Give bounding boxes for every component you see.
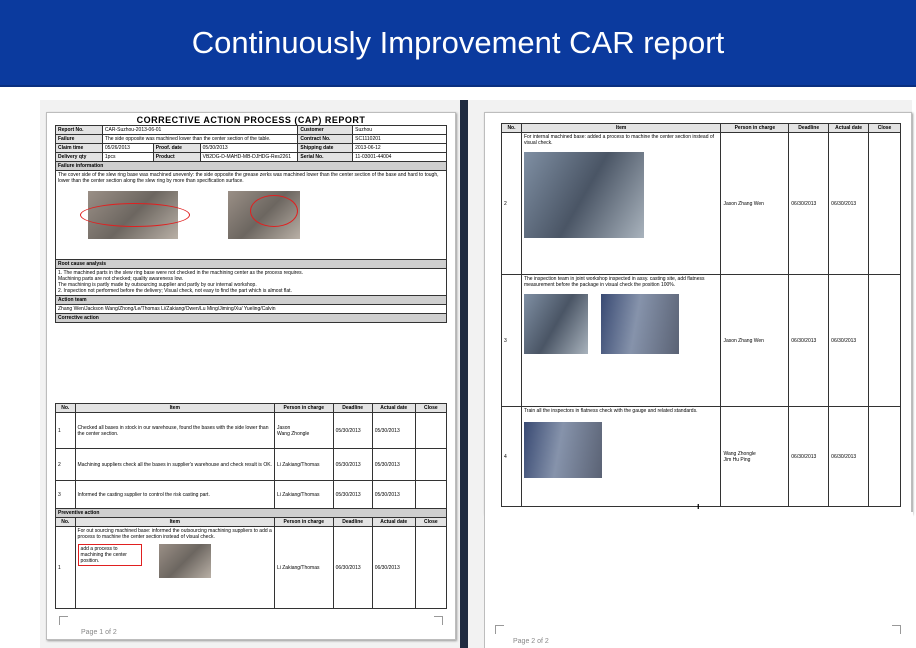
inspection-photo-1: [524, 294, 588, 354]
cell-person: Li Zakiang/Thomas: [274, 481, 333, 509]
col-header: Item: [75, 518, 274, 527]
page-divider: [460, 100, 468, 648]
cell-item: Train all the inspectors in flatness check with the gauge and related standards.: [523, 408, 698, 414]
shipping-label: Shipping date: [298, 144, 353, 153]
report-table: [55, 125, 447, 323]
col-header: Person in charge: [274, 518, 333, 527]
table-row: [56, 481, 447, 509]
table-row: [502, 275, 901, 407]
failure-info-cell: [56, 171, 447, 260]
cell-person: Li Zakiang/Thomas: [274, 449, 333, 481]
report-no-value: CAR-Suzhou-2013-06-01: [102, 126, 297, 135]
col-header: Actual date: [372, 404, 415, 413]
table-row: [56, 135, 447, 144]
table-row: [502, 407, 901, 507]
root-line: The machining is partly made by outsourcing supplier and partly by our internal workshop.: [58, 282, 257, 288]
cell-no: 4: [502, 407, 522, 507]
cell-person: Li Zakiang/Thomas: [274, 527, 333, 609]
continued-actions-table: [501, 123, 901, 507]
report-no-label: Report No.: [56, 126, 103, 135]
machine-photo: [524, 152, 644, 238]
cell-no: 2: [502, 133, 522, 275]
table-row: [56, 527, 447, 609]
table-header-row: [56, 518, 447, 527]
cell-person: Wang Zhongle Jim Hu Ping: [721, 407, 789, 507]
cell-deadline: 06/30/2013: [789, 275, 829, 407]
training-photo: [524, 422, 602, 478]
cell-deadline: 05/30/2013: [333, 449, 372, 481]
preventive-heading: Preventive action: [56, 509, 447, 518]
root-cause-cell: [56, 269, 447, 296]
col-header: Actual date: [372, 518, 415, 527]
cell-close: [869, 275, 901, 407]
failure-value: The side opposite was machined lower than the center section of the table.: [102, 135, 297, 144]
photo-callout: add a process to machining the center position.: [78, 544, 142, 566]
claim-label: Claim time: [56, 144, 103, 153]
report-page-1: [46, 112, 456, 640]
action-team-heading: Action team: [56, 296, 447, 305]
cell-item-with-photo: [521, 275, 721, 407]
col-header: Deadline: [333, 404, 372, 413]
col-header: Person in charge: [274, 404, 333, 413]
col-header: Deadline: [789, 124, 829, 133]
cell-person: Jason Wang Zhongle: [274, 413, 333, 449]
cell-close: [415, 413, 446, 449]
cell-item: Checked all bases in stock in our warehouse, found the bases with the side lower than the center section.: [75, 413, 274, 449]
cell-actual: 06/30/2013: [829, 133, 869, 275]
banner-underline: [0, 85, 916, 87]
cell-item: Machining suppliers check all the bases in supplier's warehouse and check result is OK.: [75, 449, 274, 481]
cell-no: 3: [502, 275, 522, 407]
report-title: CORRECTIVE ACTION PROCESS (CAP) REPORT: [136, 115, 366, 125]
qty-label: Delivery qty: [56, 153, 103, 162]
col-header: Close: [415, 404, 446, 413]
cell-item: Informed the casting supplier to control the risk casting part.: [75, 481, 274, 509]
table-row: [56, 413, 447, 449]
highlight-ellipse: [80, 203, 190, 227]
failure-description: The cover side of the slew ring base was machined unevenly: the side opposite the grease zerks was machined lower than the center section of the base and hard to tough, lower than the center section along the slew ring by more than specification surface.: [58, 172, 439, 184]
page-footer: Page 2 of 2: [513, 638, 549, 645]
failure-section-heading: Failure information: [56, 162, 447, 171]
col-header: No.: [56, 518, 76, 527]
cell-no: 3: [56, 481, 76, 509]
col-header: Close: [869, 124, 901, 133]
cell-person: Jason Zhang Wen: [721, 133, 789, 275]
cell-actual: 06/30/2013: [829, 407, 869, 507]
cell-actual: 06/30/2013: [372, 527, 415, 609]
product-label: Product: [153, 153, 200, 162]
cell-no: 1: [56, 527, 76, 609]
report-page-2: [484, 112, 912, 514]
col-header: Actual date: [829, 124, 869, 133]
table-header-row: [56, 404, 447, 413]
cell-deadline: 06/30/2013: [333, 527, 372, 609]
col-header: Item: [75, 404, 274, 413]
col-header: No.: [56, 404, 76, 413]
table-row: [56, 153, 447, 162]
table-row: [56, 144, 447, 153]
root-cause-heading: Root cause analysis: [56, 260, 447, 269]
proof-value: 05/30/2013: [200, 144, 298, 153]
banner: [0, 0, 916, 85]
corrective-table: [55, 403, 447, 609]
col-header: Deadline: [333, 518, 372, 527]
table-header-row: [502, 124, 901, 133]
cell-item-with-photo: [521, 133, 721, 275]
cell-item: For internal machined base: added a process to machine the center section instead of visual check.: [523, 134, 715, 146]
preventive-photo: [159, 544, 211, 578]
cell-actual: 05/30/2013: [372, 449, 415, 481]
customer-value: Suzhou: [353, 126, 447, 135]
page-corner-mark: [59, 616, 68, 625]
col-header: Item: [521, 124, 721, 133]
banner-title: Continuously Improvement CAR report: [191, 24, 725, 60]
cell-actual: 05/30/2013: [372, 413, 415, 449]
table-row: [56, 449, 447, 481]
page-corner-mark: [892, 625, 901, 634]
page-corner-mark: [495, 625, 504, 634]
cell-close: [415, 527, 446, 609]
product-value: VB2DG-D-MAHD-MB-DJHDG-Res2261: [200, 153, 298, 162]
cell-deadline: 05/30/2013: [333, 481, 372, 509]
customer-label: Customer: [298, 126, 353, 135]
document-viewer[interactable]: [40, 100, 912, 648]
serial-label: Serial No.: [298, 153, 353, 162]
col-header: No.: [502, 124, 522, 133]
col-header: Close: [415, 518, 446, 527]
cell-close: [869, 407, 901, 507]
page-2-lower: [484, 512, 913, 648]
page-footer: Page 1 of 2: [81, 629, 117, 636]
cell-deadline: 05/30/2013: [333, 413, 372, 449]
cell-actual: 05/30/2013: [372, 481, 415, 509]
proof-label: Proof. date: [153, 144, 200, 153]
cell-no: 2: [56, 449, 76, 481]
action-team-names: Zhang Wen/Jackson Wang/Zhong/Le/Thomas Li/Zakiang/Owen/Lu Ming/Jiming/Xu/ Yueling/Calvin: [56, 305, 447, 314]
cell-item-with-photo: [75, 527, 274, 609]
contract-label: Contract No.: [298, 135, 353, 144]
root-line: 1. The machined parts in the slew ring base were not checked in the machining center as the process requires.: [58, 270, 304, 276]
failure-label: Failure: [56, 135, 103, 144]
highlight-ellipse: [250, 195, 298, 227]
cell-deadline: 06/30/2013: [789, 407, 829, 507]
serial-value: 11-03001-44004: [353, 153, 447, 162]
page-corner-mark: [434, 616, 443, 625]
contract-value: SC1110201: [353, 135, 447, 144]
cell-actual: 06/30/2013: [829, 275, 869, 407]
table-row: [502, 133, 901, 275]
root-line: 2. Inspection not performed before the delivery; Visual check, not easy to find the part which is almost flat.: [58, 288, 292, 294]
cell-item: For out sourcing machined base: informed the outsourcing machining suppliers to add a process to machine the center section instead of visual check.: [77, 528, 272, 540]
qty-value: 1pcs: [102, 153, 153, 162]
cell-deadline: 06/30/2013: [789, 133, 829, 275]
cell-close: [415, 449, 446, 481]
claim-value: 05/26/2013: [102, 144, 153, 153]
cell-item-with-photo: [521, 407, 721, 507]
col-header: Person in charge: [721, 124, 789, 133]
inspection-photo-2: [601, 294, 679, 354]
table-row: [56, 126, 447, 135]
corrective-heading: Corrective action: [56, 314, 447, 323]
shipping-value: 2013-06-12: [353, 144, 447, 153]
cell-item: The inspection team in joint workshop inspected in assy. casting site, add flatness measurement before the package in visual check the position 100%.: [523, 276, 705, 288]
root-line: Machining parts are not checked; quality awareness low.: [58, 276, 184, 282]
cell-no: 1: [56, 413, 76, 449]
text-cursor-mark: ı: [697, 501, 700, 511]
cell-close: [415, 481, 446, 509]
cell-close: [869, 133, 901, 275]
cell-person: Jason Zhang Wen: [721, 275, 789, 407]
